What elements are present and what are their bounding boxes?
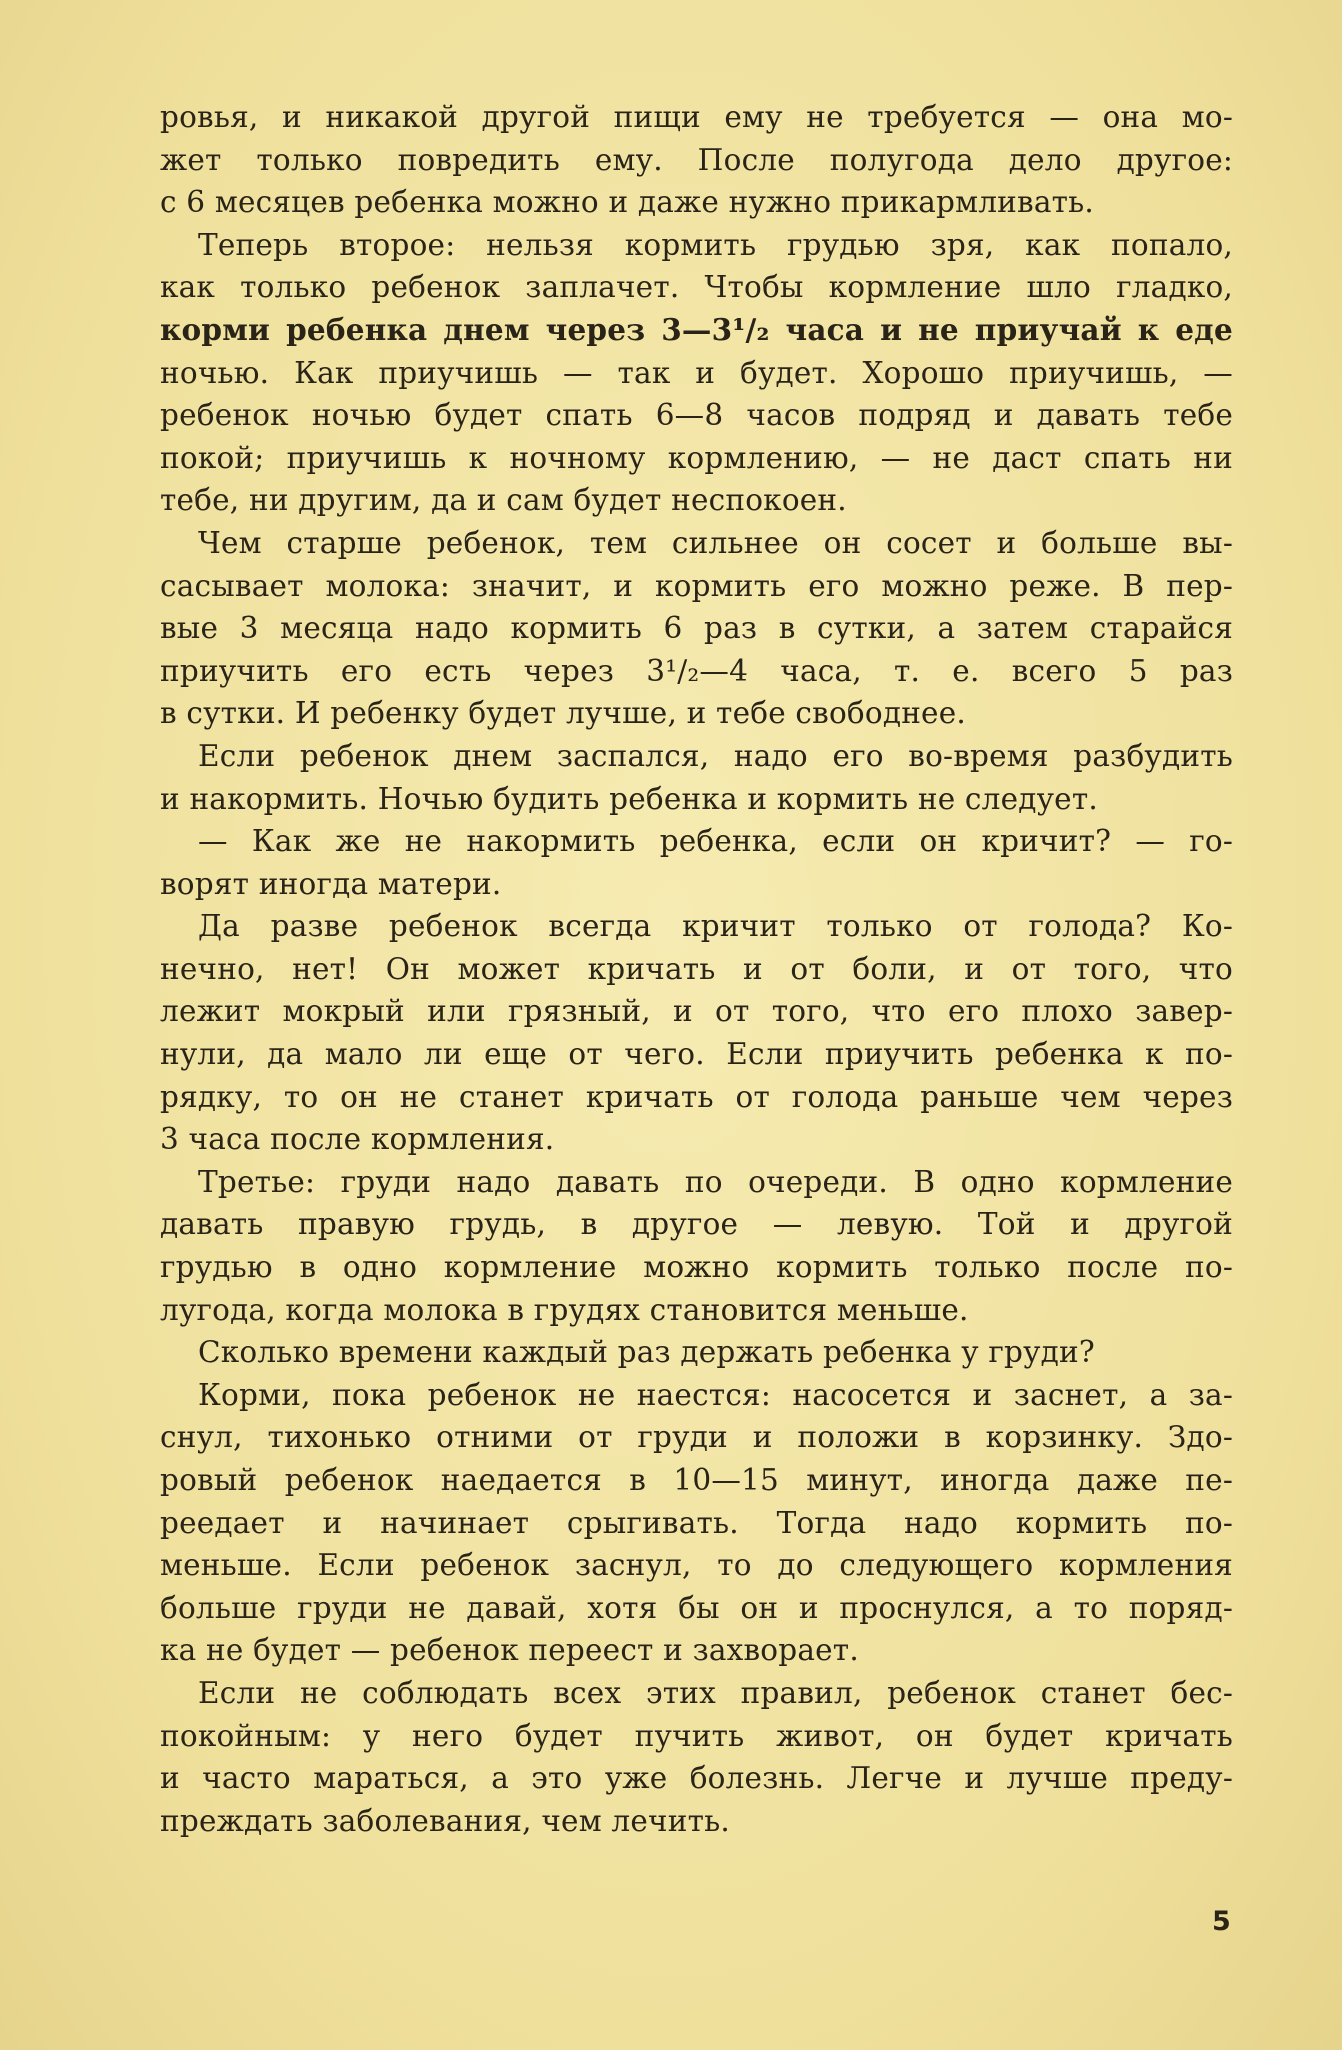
text-line: лежит мокрый или грязный, и от того, что его плохо завер- xyxy=(160,994,1233,1029)
text-line: жет только повредить ему. После полугода дело другое: xyxy=(160,142,1233,177)
page-number: 5 xyxy=(1212,1906,1231,1937)
text-line: грудью в одно кормление можно кормить только после по- xyxy=(160,1250,1233,1285)
text-line: и накормить. Ночью будить ребенка и кормить не следует. xyxy=(160,781,1098,816)
text-line: больше груди не давай, хотя бы он и проснулся, а то поряд- xyxy=(160,1590,1233,1625)
text-line: приучить его есть через 3¹/₂—4 часа, т. е. всего 5 раз xyxy=(160,653,1233,688)
text-line: ка не будет — ребенок переест и захворает. xyxy=(160,1633,859,1668)
text-line: Корми, пока ребенок не наестся: насосется и заснет, а за- xyxy=(198,1377,1233,1412)
text-line: сасывает молока: значит, и кормить его можно реже. В пер- xyxy=(160,568,1233,603)
text-line: ровый ребенок наедается в 10—15 минут, иногда даже пе- xyxy=(160,1463,1233,1497)
text-line: Сколько времени каждый раз держать ребенка у груди? xyxy=(198,1335,1095,1370)
text-line: Если ребенок днем заспался, надо его во-время разбудить xyxy=(198,738,1233,773)
text-line: ровья, и никакой другой пищи ему не требуется — она мо- xyxy=(160,100,1233,134)
text-line: Чем старше ребенок, тем сильнее он сосет и больше вы- xyxy=(198,525,1233,560)
text-line: покойным: у него будет пучить живот, он будет кричать xyxy=(160,1718,1233,1753)
text-line: 3 часа после кормления. xyxy=(160,1122,555,1157)
text-line: в сутки. И ребенку будет лучше, и тебе свободнее. xyxy=(160,696,966,731)
text-line: Да разве ребенок всегда кричит только от голода? Ко- xyxy=(198,909,1233,944)
text-line: покой; приучишь к ночному кормлению, — не даст спать ни xyxy=(160,440,1233,475)
text-line: и часто мараться, а это уже болезнь. Легче и лучше преду- xyxy=(160,1761,1233,1796)
text-line: нули, да мало ли еще от чего. Если приучить ребенка к по- xyxy=(160,1037,1233,1072)
text-line: ребенок ночью будет спать 6—8 часов подряд и давать тебе xyxy=(160,398,1233,433)
text-line: корми ребенка днем через 3—3¹/₂ часа и не приучай к еде xyxy=(160,311,1233,347)
text-line: рядку, то он не станет кричать от голода раньше чем через xyxy=(160,1079,1233,1114)
text-line: Если не соблюдать всех этих правил, ребенок станет бес- xyxy=(198,1675,1233,1710)
text-line: нечно, нет! Он может кричать и от боли, и от того, что xyxy=(160,951,1233,986)
text-line: ворят иногда матери. xyxy=(160,866,502,901)
text-line: — Как же не накормить ребенка, если он кричит? — го- xyxy=(198,824,1233,859)
text-line: тебе, ни другим, да и сам будет неспокоен. xyxy=(160,483,847,518)
text-line: Третье: груди надо давать по очереди. В одно кормление xyxy=(198,1164,1233,1199)
text-line: преждать заболевания, чем лечить. xyxy=(160,1803,730,1838)
text-line: с 6 месяцев ребенка можно и даже нужно прикармливать. xyxy=(160,185,1095,220)
text-line: меньше. Если ребенок заснул, то до следующего кормления xyxy=(160,1548,1233,1583)
text-line: реедает и начинает срыгивать. Тогда надо кормить по- xyxy=(160,1505,1233,1540)
text-line: вые 3 месяца надо кормить 6 раз в сутки, а затем старайся xyxy=(160,611,1233,646)
text-line: как только ребенок заплачет. Чтобы кормление шло гладко, xyxy=(160,270,1233,305)
text-line: Теперь второе: нельзя кормить грудью зря, как попало, xyxy=(198,227,1233,262)
text-line: ночью. Как приучишь — так и будет. Хорошо приучишь, — xyxy=(160,355,1233,390)
text-line: лугода, когда молока в грудях становится меньше. xyxy=(160,1292,969,1327)
text-line: снул, тихонько отними от груди и положи в корзинку. Здо- xyxy=(160,1420,1233,1455)
body-text xyxy=(160,96,1233,1842)
text-line: давать правую грудь, в другое — левую. Той и другой xyxy=(160,1207,1233,1242)
